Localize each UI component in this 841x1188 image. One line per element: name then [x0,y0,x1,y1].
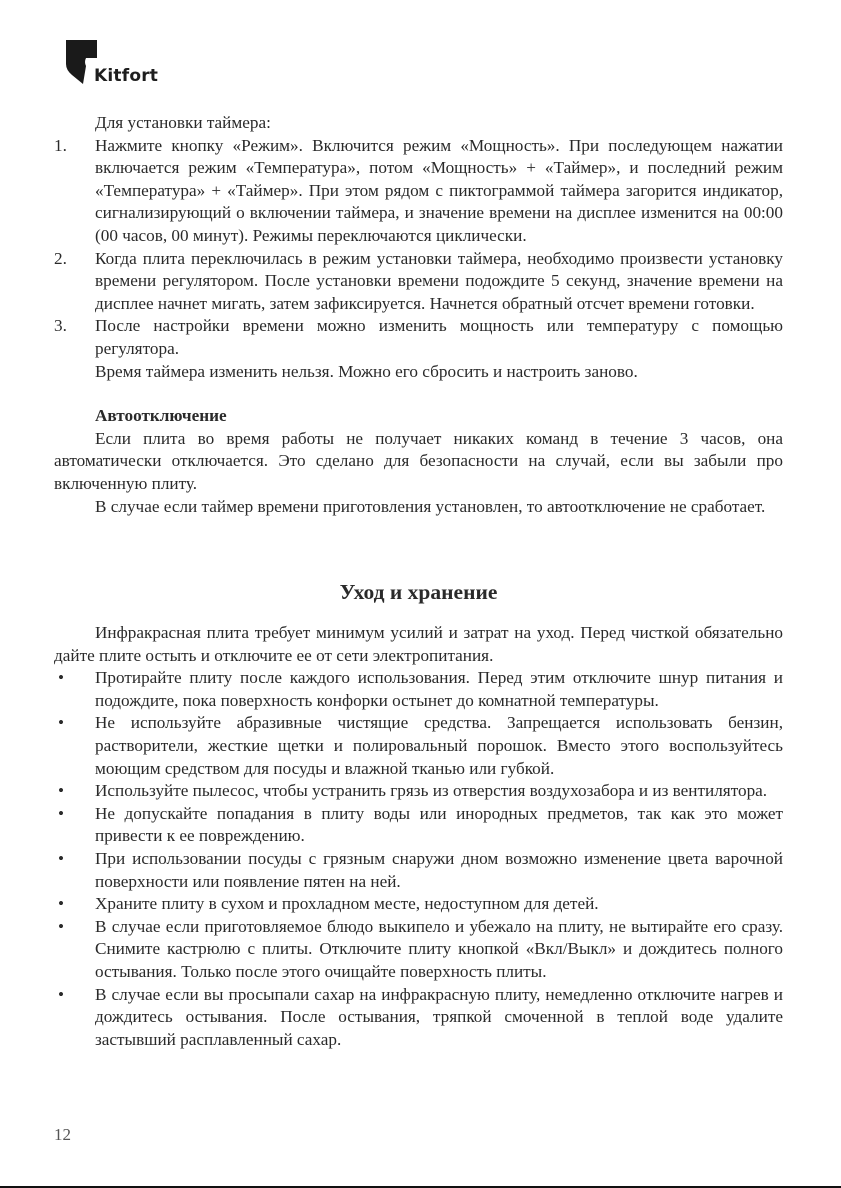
step-note-text: Время таймера изменить нельзя. Можно его сбросить и настроить заново. [95,361,638,381]
care-section-title: Уход и хранение [339,580,498,605]
bullet-icon: • [58,916,65,936]
bullet-icon: • [58,668,65,688]
care-bullet-item [54,780,783,803]
bullet-text: При использовании посуды с грязным снаружи дном возможно изменение цвета варочной поверхности или появление пятен на ней. [95,849,783,891]
bullet-icon: • [58,803,65,823]
timer-step [54,315,783,360]
care-intro: Инфракрасная плита требует минимум усилий и затрат на уход. Перед чисткой обязательно дайте плите остыть и отключите ее от сети электропитания. [54,623,783,665]
bullet-text: Храните плиту в сухом и прохладном месте, недоступном для детей. [95,894,599,914]
care-bullet-item [54,916,783,984]
step-text: После настройки времени можно изменить мощность или температуру с помощью регулятора. [95,316,783,358]
step-text: Нажмите кнопку «Режим». Включится режим «Мощность». При последующем нажатии включается режим «Температура», потом «Мощность» + «Таймер», и последний режим «Температура» + «Таймер». При этом рядом с пиктограммой таймера загорится индикатор, сигнализирующий о включении таймера, и значение времени на дисплее изменится на 00:00 (00 часов, 00 минут). Режимы переключаются циклически. [95,135,783,245]
auto-off-heading: Автоотключение [95,406,227,426]
timer-step [54,248,783,316]
bullet-text: Используйте пылесос, чтобы устранить грязь из отверстия воздухозабора и из вентилятора. [95,781,768,801]
care-bullet-item [54,803,783,848]
bullet-icon: • [58,894,65,914]
brand-name: Kitfort [94,66,159,86]
care-bullet-item [54,667,783,712]
page-content [54,112,783,1051]
bullet-text: Протирайте плиту после каждого использования. Перед этим отключите шнур питания и подождите, пока поверхность конфорки остынет до комнатной температуры. [95,668,783,710]
bullet-icon: • [58,984,65,1004]
bullet-text: Не допускайте попадания в плиту воды или инородных предметов, так как это может привести к ее повреждению. [95,803,783,846]
brand-logo [66,40,166,86]
timer-step [54,135,783,248]
bullet-text: В случае если вы просыпали сахар на инфракрасную плиту, немедленно отключите нагрев и дождитесь остывания. После остывания, тряпкой смоченной в теплой воде удалите застывший расплавленный сахар. [95,984,783,1049]
auto-off-paragraph: В случае если таймер времени приготовления установлен, то автоотключение не сработает. [95,496,766,516]
bullet-text: В случае если приготовляемое блюдо выкипело и убежало на плиту, не вытирайте его сразу. Снимите кастрюлю с плиты. Отключите плиту кнопкой «Вкл/Выкл» и дождитесь полного остывания. Только после этого очищайте поверхность плиты. [95,916,783,981]
care-bullet-item [54,893,783,916]
timer-intro: Для установки таймера: [95,113,271,132]
step-number: 1. [54,135,67,155]
care-bullet-item [54,848,783,893]
step-text: Когда плита переключилась в режим установки таймера, необходимо произвести установку времени регулятором. После установки времени подождите 5 секунд, значение времени на дисплее начнет мигать, затем зафиксируется. Начнется обратный отсчет времени готовки. [95,248,783,313]
bullet-icon: • [58,713,65,733]
timer-steps-list [54,135,783,384]
bullet-icon: • [58,849,65,869]
page-number: 12 [54,1125,71,1144]
care-bullet-item [54,712,783,780]
timer-step-note [54,361,783,384]
bullet-text: Не используйте абразивные чистящие средства. Запрещается использовать бензин, растворители, жесткие щетки и полировальный порошок. Вместо этого воспользуйтесь моющим средством для посуды и влажной тканью или губкой. [95,713,783,778]
auto-off-paragraph: Если плита во время работы не получает никаких команд в течение 3 часов, она автоматически отключается. Это сделано для безопасности на случай, если вы забыли про включенную плиту. [54,428,783,493]
step-number: 2. [54,248,67,268]
step-number: 3. [54,316,67,336]
care-bullet-list [54,667,783,1051]
care-bullet-item [54,984,783,1052]
bullet-icon: • [58,781,65,801]
